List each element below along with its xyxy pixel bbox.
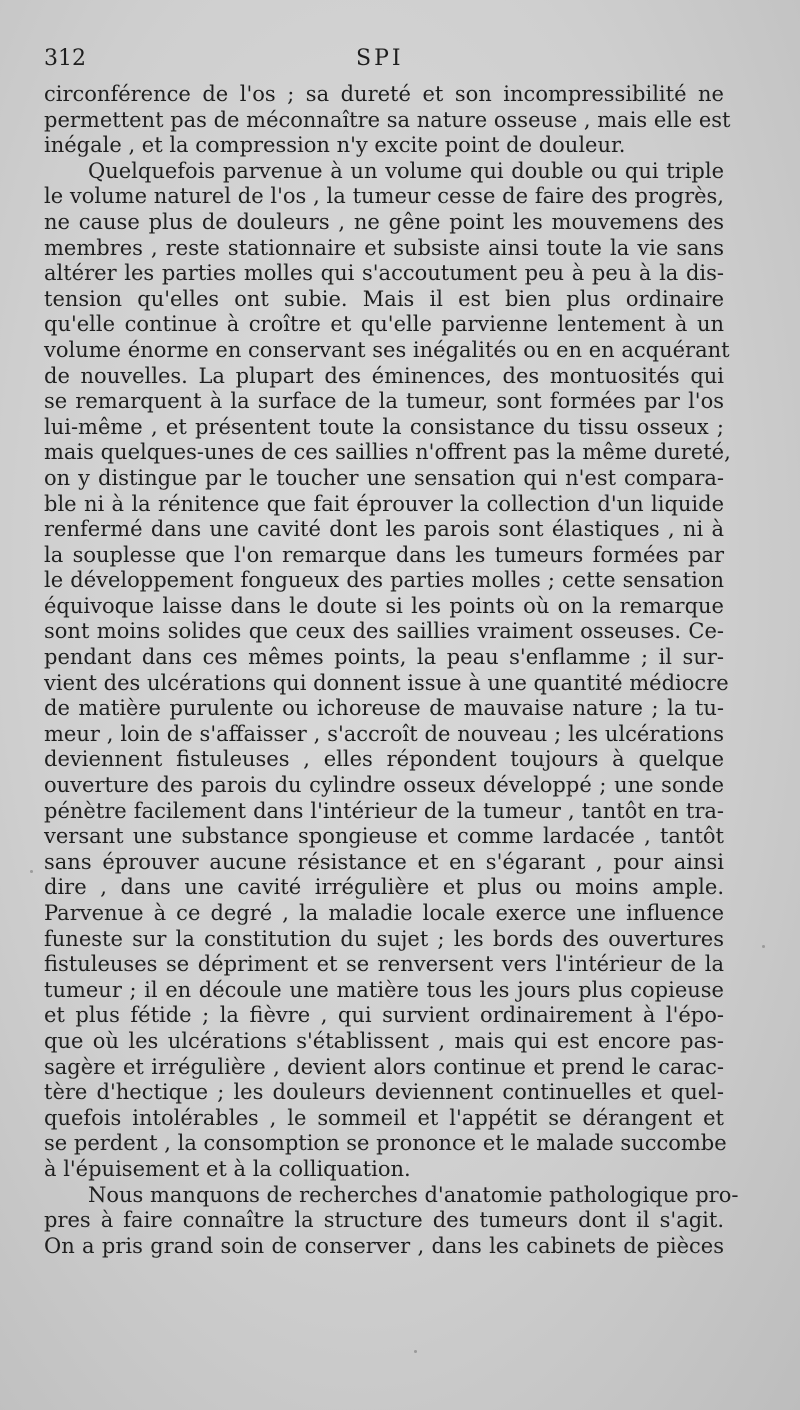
paper-speck <box>30 870 33 873</box>
text-line: mais quelques-unes de ces saillies n'offrent pas la même dureté, <box>44 440 731 465</box>
text-line: le volume naturel de l'os , la tumeur cesse de faire des progrès, <box>44 184 724 209</box>
text-line: meur , loin de s'affaisser , s'accroît de nouveau ; les ulcérations <box>44 721 724 746</box>
page-header <box>44 46 744 80</box>
text-line: On a pris grand soin de conserver , dans les cabinets de pièces <box>44 1233 724 1258</box>
text-line: funeste sur la constitution du sujet ; les bords des ouvertures <box>44 926 724 951</box>
text-line: circonférence de l'os ; sa dureté et son incompressibilité ne <box>44 82 724 106</box>
text-line: vient des ulcérations qui donnent issue à une quantité médiocre <box>44 670 729 695</box>
text-line: sagère et irrégulière , devient alors continue et prend le carac- <box>44 1054 724 1079</box>
text-line: de matière purulente ou ichoreuse de mauvaise nature ; la tu- <box>44 696 724 721</box>
text-line: Nous manquons de recherches d'anatomie pathologique pro- <box>88 1182 739 1207</box>
page-number: 312 <box>44 46 86 71</box>
text-line: la souplesse que l'on remarque dans les tumeurs formées par <box>44 542 724 567</box>
text-line: ble ni à la rénitence que fait éprouver la collection d'un liquide <box>44 491 724 516</box>
text-line: le développement fongueux des parties molles ; cette sensation <box>44 568 724 593</box>
text-line: ouverture des parois du cylindre osseux développé ; une sonde <box>44 773 724 798</box>
paper-speck <box>414 1350 417 1353</box>
body-text <box>44 82 739 1259</box>
text-line: versant une substance spongieuse et comme lardacée , tantôt <box>44 824 724 849</box>
text-line: pendant dans ces mêmes points, la peau s'enflamme ; il sur- <box>44 645 724 670</box>
text-line: on y distingue par le toucher une sensation qui n'est compara- <box>44 465 724 490</box>
text-line: inégale , et la compression n'y excite point de douleur. <box>44 133 626 158</box>
text-line: Parvenue à ce degré , la maladie locale exerce une influence <box>44 901 724 925</box>
text-line: lui-même , et présentent toute la consistance du tissu osseux ; <box>44 414 724 439</box>
text-line: deviennent fistuleuses , elles répondent toujours à quelque <box>44 747 724 772</box>
text-line: quefois intolérables , le sommeil et l'appétit se dérangent et <box>44 1105 724 1130</box>
text-line: altérer les parties molles qui s'accoutument peu à peu à la dis- <box>44 261 724 286</box>
text-line: sont moins solides que ceux des saillies vraiment osseuses. Ce- <box>44 619 724 644</box>
text-line: renfermé dans une cavité dont les parois sont élastiques , ni à <box>44 517 724 542</box>
text-line: tère d'hectique ; les douleurs deviennent continuelles et quel- <box>44 1080 724 1105</box>
text-line: tension qu'elles ont subie. Mais il est bien plus ordinaire <box>44 286 724 311</box>
text-line: de nouvelles. La plupart des éminences, des montuosités qui <box>44 363 724 388</box>
text-line: ne cause plus de douleurs , ne gêne point les mouvemens des <box>44 209 724 234</box>
text-line: permettent pas de méconnaître sa nature osseuse , mais elle est <box>44 107 731 132</box>
text-line: qu'elle continue à croître et qu'elle parvienne lentement à un <box>44 312 724 337</box>
text-line: dire , dans une cavité irrégulière et plus ou moins ample. <box>44 875 724 900</box>
text-line: pres à faire connaître la structure des tumeurs dont il s'agit. <box>44 1208 724 1233</box>
text-line: pénètre facilement dans l'intérieur de la tumeur , tantôt en tra- <box>44 798 724 823</box>
text-line: sans éprouver aucune résistance et en s'égarant , pour ainsi <box>44 849 724 874</box>
text-line: Quelquefois parvenue à un volume qui double ou qui triple <box>88 158 724 183</box>
text-line: fistuleuses se dépriment et se renversent vers l'intérieur de la <box>44 952 724 977</box>
text-line: à l'épuisement et à la colliquation. <box>44 1156 411 1181</box>
text-line: et plus fétide ; la fièvre , qui survient ordinairement à l'épo- <box>44 1003 724 1028</box>
paper-speck <box>762 945 765 948</box>
text-line: volume énorme en conservant ses inégalités ou en en acquérant <box>44 337 730 362</box>
text-line: se remarquent à la surface de la tumeur, sont formées par l'os <box>44 389 724 414</box>
text-line: se perdent , la consomption se prononce et le malade succombe <box>44 1131 727 1156</box>
text-line: tumeur ; il en découle une matière tous les jours plus copieuse <box>44 977 724 1002</box>
text-line: que où les ulcérations s'établissent , mais qui est encore pas- <box>44 1028 724 1053</box>
text-line: équivoque laisse dans le doute si les points où on la remarque <box>44 593 724 618</box>
text-line: membres , reste stationnaire et subsiste ainsi toute la vie sans <box>44 235 724 260</box>
running-head: SPI <box>356 46 404 71</box>
